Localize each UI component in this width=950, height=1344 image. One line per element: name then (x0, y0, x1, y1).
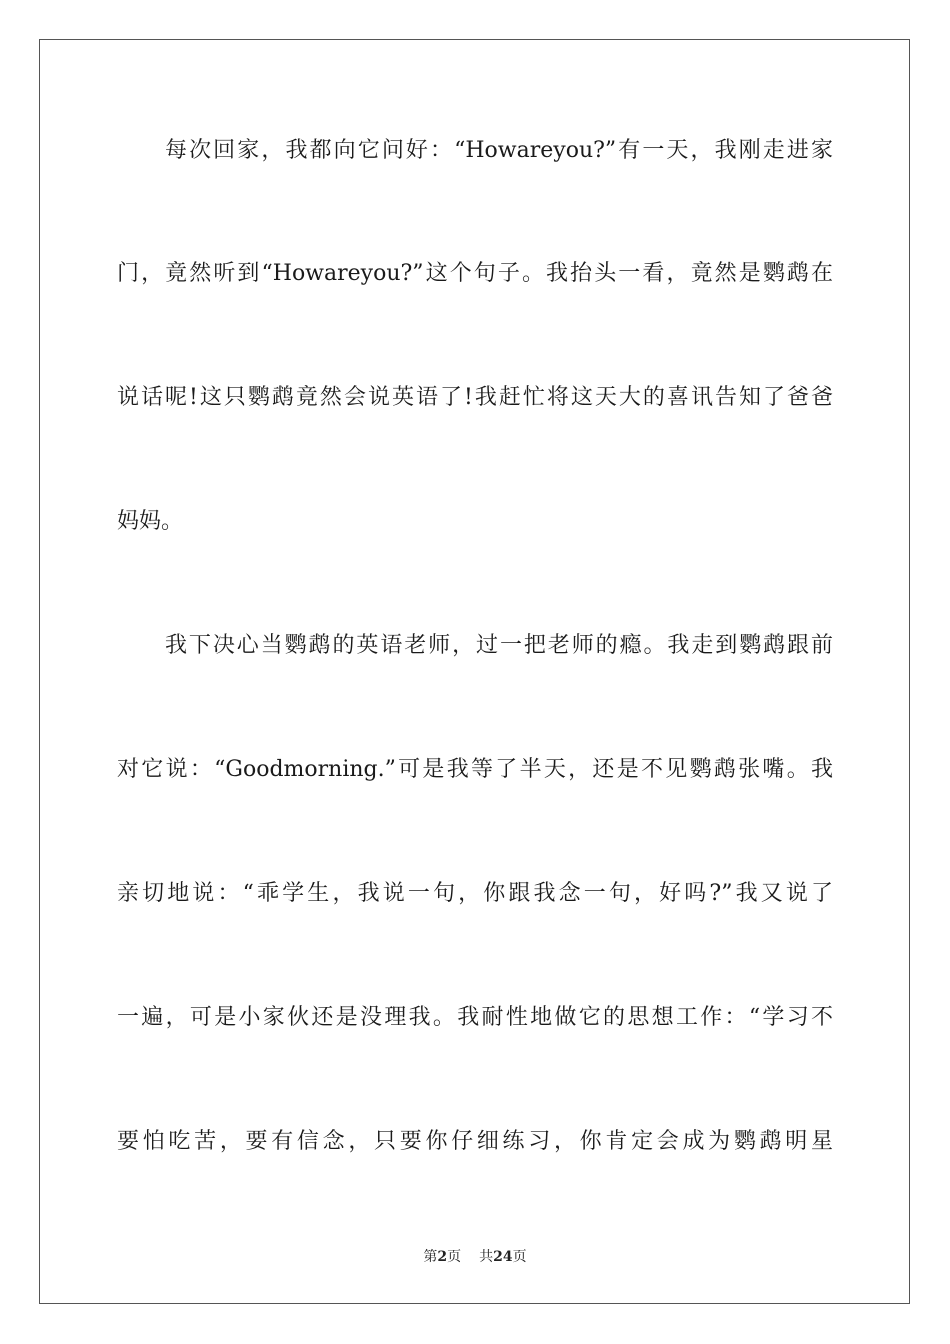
footer-total-suffix: 页 (512, 1249, 527, 1265)
footer-page-suffix: 页 (447, 1249, 462, 1265)
paragraph-2-line-1: 我下决心当鹦鹉的英语老师，过一把老师的瘾。我走到鹦鹉跟前 (165, 633, 833, 658)
footer-total-prefix: 共 (479, 1249, 494, 1265)
paragraph-2-line-2: 对它说：“Goodmorning.”可是我等了半天，还是不见鹦鹉张嘴。我 (117, 757, 833, 782)
paragraph-2-line-3: 亲切地说：“乖学生，我说一句，你跟我念一句，好吗?”我又说了 (117, 881, 833, 906)
page-footer (0, 1248, 950, 1266)
footer-total-pages: 24 (493, 1249, 513, 1265)
page-border (39, 39, 910, 1304)
paragraph-1-line-1: 每次回家，我都向它问好：“Howareyou?”有一天，我刚走进家 (165, 138, 833, 163)
paragraph-1-line-3: 说话呢!这只鹦鹉竟然会说英语了!我赶忙将这天大的喜讯告知了爸爸 (117, 385, 833, 410)
footer-page-number: 2 (437, 1249, 448, 1265)
footer-page-prefix: 第 (423, 1249, 438, 1265)
paragraph-2-line-4: 一遍，可是小家伙还是没理我。我耐性地做它的思想工作：“学习不 (117, 1005, 833, 1030)
paragraph-1-line-4: 妈妈。 (117, 509, 184, 534)
paragraph-2-line-5: 要怕吃苦，要有信念，只要你仔细练习，你肯定会成为鹦鹉明星 (117, 1129, 833, 1154)
paragraph-1-line-2: 门，竟然听到“Howareyou?”这个句子。我抬头一看，竟然是鹦鹉在 (117, 261, 833, 286)
